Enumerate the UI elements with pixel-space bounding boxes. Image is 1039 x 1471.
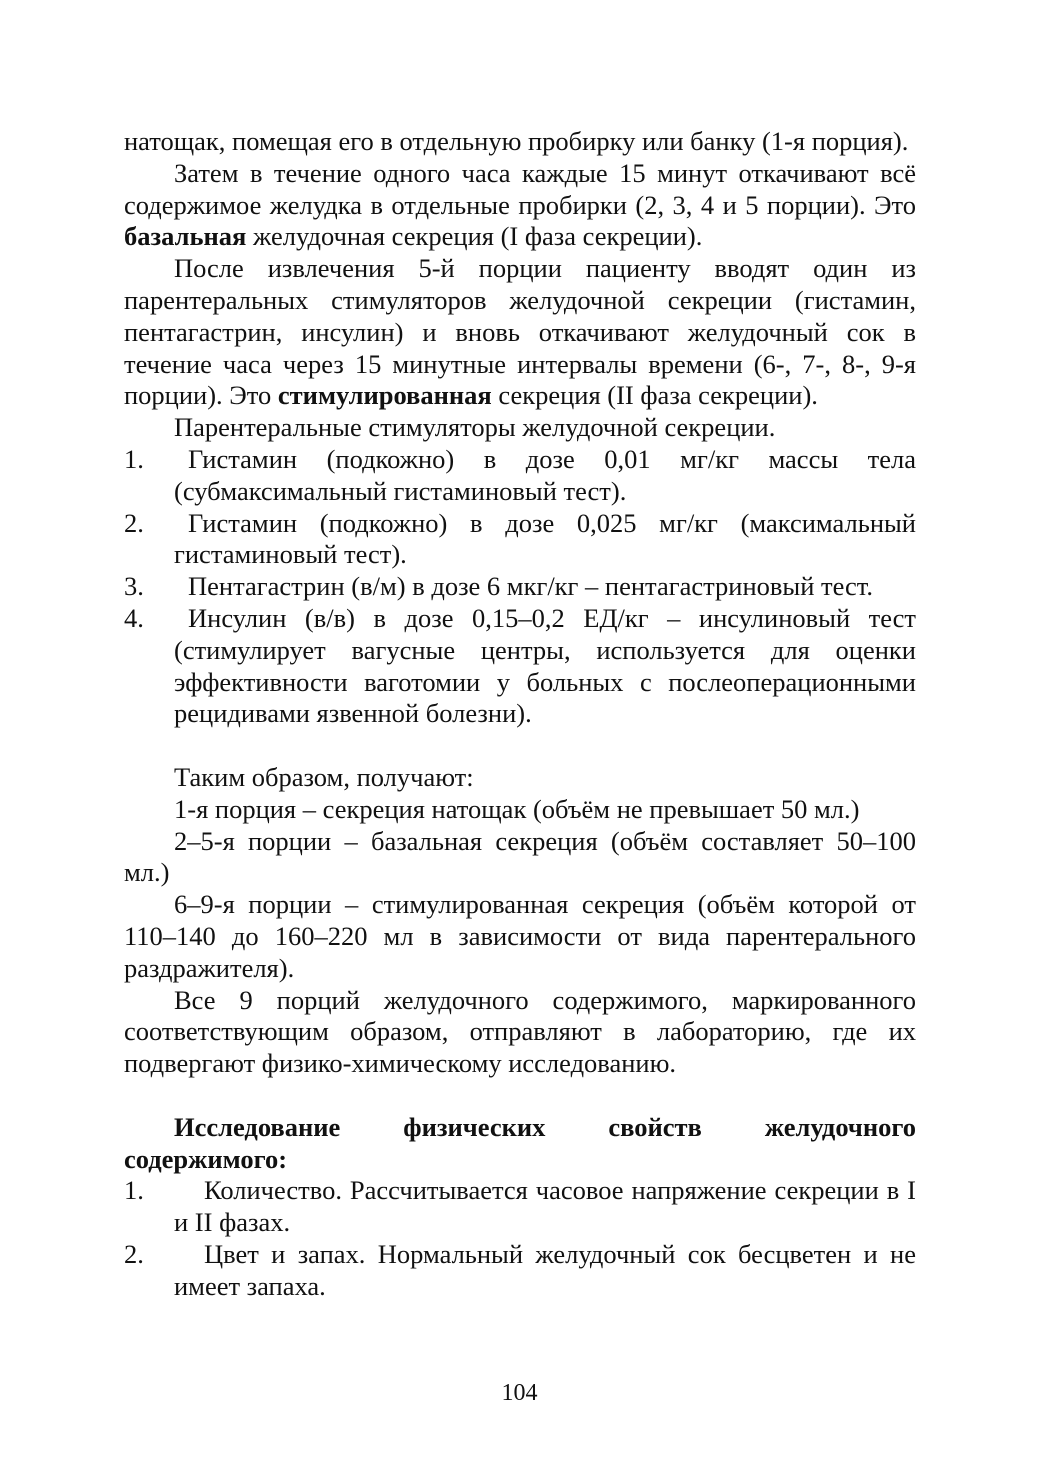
blank-line [124, 1080, 916, 1112]
paragraph-1: натощак, помещая его в отдельную пробирку или банку (1-я порция). [124, 126, 909, 156]
list-item [124, 603, 916, 730]
list-text: Инсулин (в/в) в дозе 0,15–0,2 ЕД/кг – инсулиновый тест (стимулирует вагусные центры, используется для оценки эффективности ваготомии у больных с послеоперационными рецидивами язвенной болезни). [174, 602, 916, 729]
summary-portion-1: 1-я порция – секреция натощак (объём не превышает 50 мл.) [174, 793, 860, 824]
list-item [124, 508, 916, 572]
list-number: 2. [124, 507, 144, 538]
page-body [124, 126, 916, 1302]
physical-properties-list [124, 1175, 916, 1302]
section-heading: Исследование физических свойств желудочного содержимого: [124, 1111, 916, 1174]
list-text: Цвет и запах. Нормальный желудочный сок бесцветен и не имеет запаха. [174, 1238, 916, 1301]
paragraph-4: Парентеральные стимуляторы желудочной секреции. [174, 412, 776, 443]
list-text: Гистамин (подкожно) в дозе 0,025 мг/кг (максимальный гистаминовый тест). [174, 507, 916, 570]
summary-all-portions: Все 9 порций желудочного содержимого, маркированного соответствующим образом, отправляют в лабораторию, где их подвергают физико-химическому исследованию. [124, 984, 916, 1079]
list-item [124, 1239, 916, 1303]
term-stimulated: стимулированная [277, 380, 492, 411]
summary-intro: Таким образом, получают: [174, 761, 474, 792]
paragraph-3-text-b: секреция (II фаза секреции). [491, 380, 818, 411]
page-number: 104 [501, 1380, 538, 1406]
summary-portions-2-5: 2–5-я порции – базальная секреция (объём составляет 50–100 мл.) [124, 825, 916, 888]
list-text: Гистамин (подкожно) в дозе 0,01 мг/кг массы тела (субмаксимальный гистаминовый тест). [174, 443, 916, 506]
paragraph-2 [124, 158, 916, 253]
list-item [124, 1175, 916, 1239]
list-item [124, 444, 916, 508]
term-basal: базальная [124, 221, 247, 252]
list-number: 2. [124, 1238, 144, 1269]
blank-line [124, 730, 916, 762]
list-number: 4. [124, 602, 144, 633]
stimulants-list [124, 444, 916, 730]
list-text: Количество. Рассчитывается часовое напряжение секреции в I и II фазах. [174, 1175, 916, 1238]
list-text: Пентагастрин (в/м) в дозе 6 мкг/кг – пентагастриновый тест. [188, 571, 873, 602]
paragraph-2-text-a: Затем в течение одного часа каждые 15 минут откачивают всё содержимое желудка в отдельные пробирки (2, 3, 4 и 5 порции). Это [124, 157, 916, 220]
paragraph-3 [124, 253, 916, 412]
paragraph-3-text-a: После извлечения 5-й порции пациенту вводят один из парентеральных стимуляторов желудочной секреции (гистамин, пентагастрин, инсулин) и вновь откачивают желудочный сок в течение часа через 15 минутные интервалы времени (6-, 7-, 8-, 9-я порции). Это [124, 253, 916, 411]
list-number: 1. [124, 443, 144, 474]
list-number: 3. [124, 571, 144, 602]
paragraph-2-text-b: желудочная секреция (I фаза секреции). [246, 221, 703, 252]
list-item [124, 571, 916, 603]
summary-portions-6-9: 6–9-я порции – стимулированная секреция (объём которой от 110–140 до 160–220 мл в зависимости от вида парентерального раздражителя). [124, 889, 916, 983]
list-number: 1. [124, 1175, 144, 1206]
